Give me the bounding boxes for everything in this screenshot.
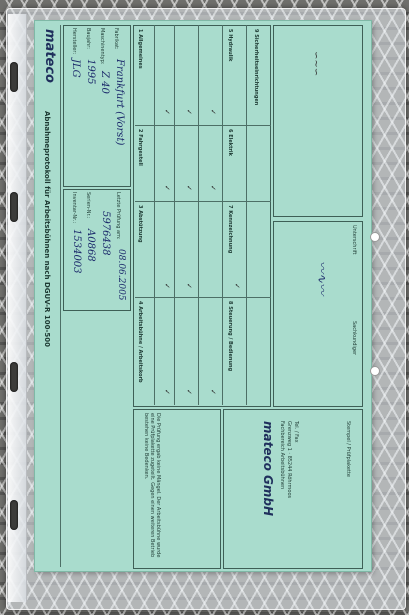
company-line-2: Grenzweg 1 · 85244 Röhrmoos: [286, 421, 292, 499]
company-line-3: Tel. / Fax: [293, 421, 299, 443]
check-mark: ✓: [209, 389, 217, 395]
maschinentyp-value: Z 40: [99, 71, 110, 94]
sachkundiger-label: Sachkundiger: [351, 321, 357, 356]
baujahr-label: Baujahr:: [85, 28, 91, 49]
check-mark: ✓: [163, 283, 171, 289]
check-mark: ✓: [163, 109, 171, 115]
check-mark: ✓: [233, 283, 241, 289]
punch-hole: [10, 500, 18, 530]
section-abstuetzung: 3 Abstützung: [137, 205, 143, 243]
section-sicherheit: 9 Sicherheitseinrichtungen: [253, 29, 259, 106]
signature-box: [273, 221, 363, 407]
check-mark: ✓: [185, 283, 193, 289]
check-mark: ✓: [209, 109, 217, 115]
check-mark: ✓: [209, 185, 217, 191]
maschinentyp-label: Maschinentyp:: [99, 28, 105, 65]
company-line-1: Fachbereich Arbeitsbühnen: [279, 421, 285, 490]
punch-hole: [10, 362, 18, 392]
rotated-form-content: [35, 21, 371, 571]
seriennr-value: A0868: [85, 229, 96, 262]
seriennr-label: Serien-Nr.:: [85, 192, 91, 219]
hersteller-value: JLG: [70, 59, 81, 78]
check-mark: ✓: [185, 389, 193, 395]
kennzeichen-value: 5976438: [100, 211, 111, 256]
inspection-form-sheet: [34, 20, 372, 572]
punch-hole: [10, 62, 18, 92]
section-allgemeines: 1 Allgemeines: [137, 29, 143, 69]
check-mark: ✓: [163, 389, 171, 395]
result-statement: Die Prüfung ergab keine Mängel. Der Arbeitsbühne wurde eine Prüfplakette zugeteilt. Gegen einen weiteren Betrieb bestehen keine Bedenken.: [143, 413, 161, 558]
letzte-pruefung-label: Letzte Prüfung am:: [115, 192, 121, 240]
section-kennzeichnung: 7 Kennzeichnung: [227, 205, 233, 254]
punch-hole: [10, 192, 18, 222]
sleeve-ring: [370, 366, 380, 376]
section-fahrgestell: 2 Fahrgestell: [137, 129, 143, 166]
check-mark: ✓: [185, 109, 193, 115]
form-title: Abnahmeprotokoll für Arbeitsbühnen nach DGUV-R 100-500: [43, 111, 51, 347]
fabrikat-label: Fabrikat:: [113, 28, 119, 50]
inventar-value: 1534003: [71, 229, 82, 274]
section-arbeitsbuehne: 4 Arbeitsbühne / Arbeitskorb: [137, 301, 143, 383]
handwritten-note: ∽∼∽: [310, 51, 321, 77]
signature-label: Unterschrift: [351, 225, 357, 255]
sleeve-ring: [370, 232, 380, 242]
hersteller-label: Hersteller:: [71, 28, 77, 55]
handwritten-signature: 〰︎∿〰︎: [315, 261, 329, 296]
section-steuerung: 8 Steuerung / Bedienung: [227, 301, 233, 372]
section-elektrik: 6 Elektrik: [227, 129, 233, 156]
letzte-pruefung-value: 08.06.2005: [116, 249, 126, 301]
check-mark: ✓: [185, 185, 193, 191]
fabrikat-value: Frankfurt (Vorst): [114, 59, 125, 146]
check-mark: ✓: [163, 185, 171, 191]
mateco-logo: mateco: [42, 29, 57, 83]
inventar-label: Inventar-Nr.:: [71, 192, 77, 224]
company-name: mateco GmbH: [261, 421, 275, 516]
stamp-label: Stempel / Prüfplakette: [345, 421, 351, 477]
section-hydraulik: 5 Hydraulik: [227, 29, 233, 62]
baujahr-value: 1995: [85, 59, 96, 85]
